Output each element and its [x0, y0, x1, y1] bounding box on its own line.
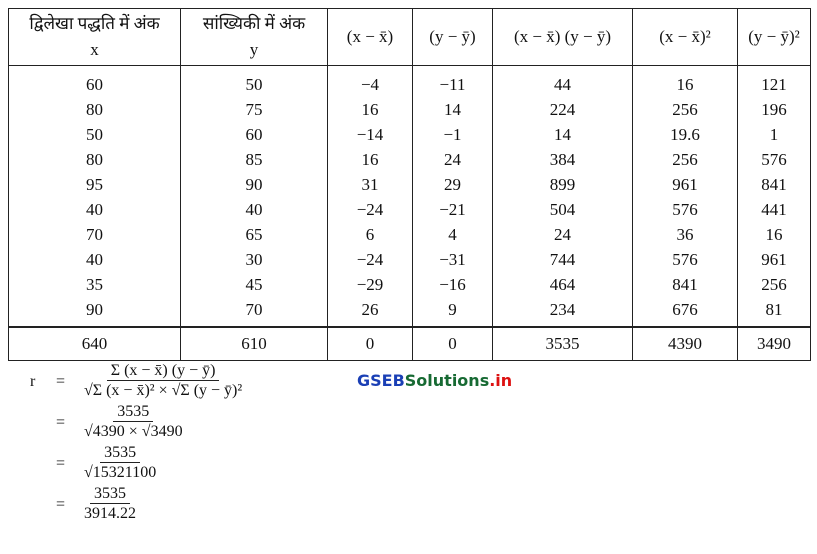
table-cell: 234: [493, 297, 633, 327]
equals-sign: =: [56, 372, 66, 390]
table-cell: 576: [738, 147, 811, 172]
total-cell: 0: [328, 327, 413, 361]
table-cell: −11: [413, 66, 493, 98]
step1-numerator: Σ (x − x̄) (y − ȳ): [107, 362, 220, 381]
table-cell: 384: [493, 147, 633, 172]
table-row: [9, 247, 811, 272]
column-header-label: (y − ȳ)²: [748, 27, 800, 46]
table-cell: −24: [328, 247, 413, 272]
step4-numerator: 3535: [90, 485, 130, 504]
column-header: [738, 9, 811, 66]
column-header-label: (y − ȳ): [429, 27, 476, 46]
table-cell: 95: [9, 172, 181, 197]
table-cell: 256: [738, 272, 811, 297]
table-row: [9, 122, 811, 147]
equals-sign: =: [56, 495, 66, 513]
table-cell: 65: [181, 222, 328, 247]
total-cell: 0: [413, 327, 493, 361]
table-row: [9, 172, 811, 197]
table-row: [9, 222, 811, 247]
table-cell: 19.6: [633, 122, 738, 147]
table-cell: 44: [493, 66, 633, 98]
step3-denominator: √15321100: [84, 464, 157, 481]
table-cell: 676: [633, 297, 738, 327]
table-cell: 80: [9, 147, 181, 172]
table-cell: 31: [328, 172, 413, 197]
table-cell: 90: [181, 172, 328, 197]
table-cell: 40: [181, 197, 328, 222]
table-cell: 841: [633, 272, 738, 297]
column-header-label: द्विलेखा पद्धति में अंक: [29, 14, 160, 33]
table-cell: 256: [633, 147, 738, 172]
equals-sign: =: [56, 413, 66, 431]
table-cell: 16: [633, 66, 738, 98]
table-cell: 40: [9, 247, 181, 272]
table-cell: 841: [738, 172, 811, 197]
table-row: [9, 197, 811, 222]
table-cell: 196: [738, 97, 811, 122]
table-cell: 70: [9, 222, 181, 247]
column-header: [9, 9, 181, 66]
table-cell: 899: [493, 172, 633, 197]
table-cell: 24: [413, 147, 493, 172]
column-header-label: (x − x̄): [346, 27, 394, 46]
step1-denominator: √Σ (x − x̄)² × √Σ (y − ȳ)²: [84, 382, 243, 399]
table-cell: 256: [633, 97, 738, 122]
table-cell: 961: [738, 247, 811, 272]
r-symbol: r: [30, 372, 36, 390]
column-header-label: (x − x̄)²: [659, 27, 711, 46]
total-cell: 3535: [493, 327, 633, 361]
column-header: [493, 9, 633, 66]
table-cell: −1: [413, 122, 493, 147]
step2-denominator: √4390 × √3490: [84, 423, 183, 440]
table-cell: 14: [493, 122, 633, 147]
equals-sign: =: [56, 454, 66, 472]
table-cell: 50: [181, 66, 328, 98]
table-cell: 464: [493, 272, 633, 297]
table-cell: −31: [413, 247, 493, 272]
column-header-label: (x − x̄) (y − ȳ): [513, 27, 612, 46]
table-cell: −14: [328, 122, 413, 147]
table-cell: −21: [413, 197, 493, 222]
table-cell: 576: [633, 197, 738, 222]
column-header: [413, 9, 493, 66]
table-cell: 70: [181, 297, 328, 327]
column-header: [633, 9, 738, 66]
table-cell: 50: [9, 122, 181, 147]
table-row: [9, 97, 811, 122]
table-cell: 744: [493, 247, 633, 272]
table-cell: 75: [181, 97, 328, 122]
table-cell: 24: [493, 222, 633, 247]
table-cell: 961: [633, 172, 738, 197]
step4-denominator: 3914.22: [84, 505, 136, 522]
total-cell: 3490: [738, 327, 811, 361]
table-cell: −4: [328, 66, 413, 98]
watermark-logo: GSEBSolutions.in: [357, 371, 513, 390]
total-cell: 4390: [633, 327, 738, 361]
total-cell: 640: [9, 327, 181, 361]
total-cell: 610: [181, 327, 328, 361]
table-cell: 81: [738, 297, 811, 327]
table-row: [9, 66, 811, 98]
totals-row: [9, 327, 811, 361]
table-cell: 121: [738, 66, 811, 98]
table-cell: 45: [181, 272, 328, 297]
table-cell: 90: [9, 297, 181, 327]
table-row: [9, 297, 811, 327]
table-cell: 9: [413, 297, 493, 327]
table-cell: 29: [413, 172, 493, 197]
table-cell: 504: [493, 197, 633, 222]
table-cell: −29: [328, 272, 413, 297]
table-cell: 35: [9, 272, 181, 297]
table-cell: 1: [738, 122, 811, 147]
table-cell: 14: [413, 97, 493, 122]
table-cell: −16: [413, 272, 493, 297]
table-cell: 16: [328, 97, 413, 122]
table-cell: 4: [413, 222, 493, 247]
table-cell: 16: [328, 147, 413, 172]
table-cell: 36: [633, 222, 738, 247]
table-cell: 576: [633, 247, 738, 272]
column-header-label: सांख्यिकी में अंक: [202, 14, 306, 33]
table-row: [9, 272, 811, 297]
table-row: [9, 147, 811, 172]
step2-numerator: 3535: [113, 403, 153, 422]
table-cell: 80: [9, 97, 181, 122]
table-cell: 16: [738, 222, 811, 247]
table-cell: 40: [9, 197, 181, 222]
correlation-table: [8, 8, 811, 361]
table-cell: 60: [181, 122, 328, 147]
table-cell: −24: [328, 197, 413, 222]
correlation-formula: [30, 362, 246, 526]
table-cell: 60: [9, 66, 181, 98]
step3-numerator: 3535: [100, 444, 140, 463]
table-cell: 30: [181, 247, 328, 272]
column-header-variable: x: [90, 40, 99, 59]
table-cell: 441: [738, 197, 811, 222]
column-header: [181, 9, 328, 66]
table-cell: 6: [328, 222, 413, 247]
table-cell: 85: [181, 147, 328, 172]
table-cell: 26: [328, 297, 413, 327]
column-header-variable: y: [249, 40, 259, 59]
table-cell: 224: [493, 97, 633, 122]
column-header: [328, 9, 413, 66]
